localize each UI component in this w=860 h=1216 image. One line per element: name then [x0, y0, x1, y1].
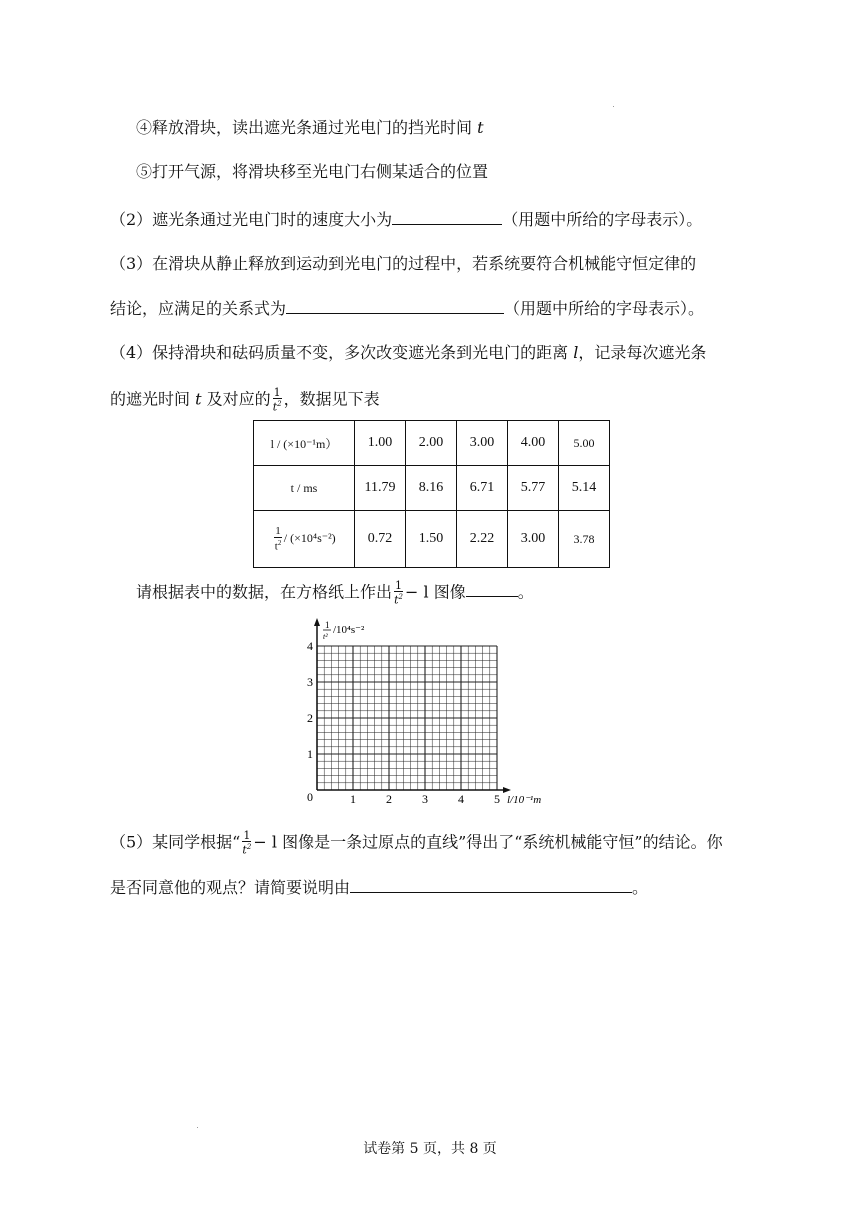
- y-tick-label: 4: [307, 639, 313, 653]
- scan-dot: [197, 1127, 198, 1128]
- table-cell: 5.00: [559, 421, 610, 466]
- plot-instruction-text: 请根据表中的数据，在方格纸上作出: [136, 582, 393, 602]
- table-cell: 0.72: [355, 511, 406, 568]
- question-2: [110, 208, 702, 231]
- x-tick-labels: [350, 792, 500, 806]
- step-5-marker: ⑤: [136, 162, 153, 181]
- origin-label: 0: [307, 790, 313, 804]
- question-3-text-2: 结论，应满足的关系式为: [110, 299, 287, 318]
- svg-text:/10⁴s⁻²: /10⁴s⁻²: [333, 624, 365, 636]
- table-cell: 3.00: [508, 511, 559, 568]
- question-3-text: （3）在滑块从静止释放到运动到光电门的过程中，若系统要符合机械能守恒定律的: [110, 254, 697, 273]
- question-4-text: （4）保持滑块和砝码质量不变，多次改变遮光条到光电门的距离: [110, 343, 569, 362]
- question-4-var-t: t: [195, 389, 202, 409]
- question-5-text-b: − l 图像是一条过原点的直线”得出了“系统机械能守恒”的结论。你: [253, 832, 723, 852]
- question-3-suffix: （用题中所给的字母表示）。: [504, 299, 705, 318]
- fraction-one-over-t-squared: $\frac{1}{t^2}$: [242, 829, 252, 857]
- question-3-line-1: [110, 253, 696, 275]
- step-4-text: 释放滑块，读出遮光条通过光电门的挡光时间: [152, 118, 473, 137]
- table-cell: 8.16: [406, 466, 457, 511]
- question-5-line-1: [110, 830, 723, 856]
- page-footer: 试卷第 5 页，共 8 页: [363, 1141, 497, 1157]
- table-row-l: [254, 421, 610, 466]
- question-4-text-b: ，记录每次遮光条: [578, 343, 707, 362]
- y-tick-labels: [307, 639, 313, 761]
- table-cell: 5.14: [559, 466, 610, 511]
- table-cell: 1.50: [406, 511, 457, 568]
- question-2-suffix: （用题中所给的字母表示）。: [502, 210, 703, 229]
- step-4-marker: ④: [136, 118, 153, 137]
- table-cell: 4.00: [508, 421, 559, 466]
- table-cell: 1.00: [355, 421, 406, 466]
- table-cell: 3.00: [457, 421, 508, 466]
- y-axis-arrow-icon: [314, 618, 320, 626]
- question-4-line-1: [110, 342, 706, 364]
- svg-text:t²: t²: [323, 632, 328, 641]
- graph-paper[interactable]: [290, 615, 570, 810]
- table-cell: 2.22: [457, 511, 508, 568]
- table-row-inv-t2: [254, 511, 610, 568]
- x-tick-label: 3: [422, 792, 428, 806]
- x-tick-label: 4: [458, 792, 464, 806]
- svg-text:1: 1: [325, 620, 330, 630]
- fraction-one-over-t-squared: $\frac{1}{t^2}$: [272, 386, 282, 414]
- table-cell: 3.78: [559, 511, 610, 568]
- question-5-line-2: [110, 876, 648, 899]
- fraction-one-over-t-squared: $\frac{1}{t^2}$: [274, 524, 282, 553]
- table-cell: 11.79: [355, 466, 406, 511]
- question-4-text-2: 的遮光时间: [110, 389, 191, 409]
- question-4-text-4: ，数据见下表: [283, 389, 380, 409]
- question-5-text: （5）某同学根据“: [110, 832, 241, 852]
- row-header-inv-t2: $\frac{1}{t^2}$ / (×10⁴s⁻²): [254, 511, 355, 568]
- step-5-text: 打开气源，将滑块移至光电门右侧某适合的位置: [152, 162, 489, 181]
- question-3-line-2: [110, 297, 704, 320]
- question-5-suffix: 。: [632, 878, 649, 897]
- y-axis-label: [323, 620, 365, 641]
- question-2-text: （2）遮光条通过光电门时的速度大小为: [110, 210, 393, 229]
- plot-instruction: [136, 580, 534, 606]
- question-4-line-2: [110, 387, 380, 413]
- table-cell: 6.71: [457, 466, 508, 511]
- y-tick-label: 2: [307, 711, 313, 725]
- question-4-var-l: l: [573, 343, 579, 362]
- x-axis-label: l/10⁻¹m: [507, 794, 542, 806]
- row-header-l: l / (×10⁻¹m）: [254, 421, 355, 466]
- answer-blank-plot[interactable]: [466, 580, 518, 597]
- data-table: [253, 420, 610, 568]
- answer-blank-q2[interactable]: [392, 208, 502, 225]
- fraction-one-over-t-squared: $\frac{1}{t^2}$: [394, 579, 403, 607]
- x-axis-arrow-icon: [503, 787, 511, 793]
- question-4-text-3: 及对应的: [206, 389, 271, 409]
- answer-blank-q3[interactable]: [286, 297, 504, 314]
- plot-instruction-mid: − l 图像: [405, 582, 466, 602]
- x-tick-label: 2: [386, 792, 392, 806]
- step-5: [136, 161, 488, 183]
- y-tick-label: 1: [307, 747, 313, 761]
- scan-dot: [613, 106, 614, 107]
- row-header-t: t / ms: [254, 466, 355, 511]
- step-4: [136, 117, 484, 139]
- table-row-t: [254, 466, 610, 511]
- table-cell: 5.77: [508, 466, 559, 511]
- x-tick-label: 5: [494, 792, 500, 806]
- plot-instruction-suffix: 。: [517, 582, 534, 602]
- step-4-var: t: [477, 118, 484, 137]
- answer-blank-q5[interactable]: [350, 876, 632, 893]
- y-tick-label: 3: [307, 675, 313, 689]
- x-tick-label: 1: [350, 792, 356, 806]
- table-cell: 2.00: [406, 421, 457, 466]
- question-5-text-2: 是否同意他的观点？请简要说明由: [110, 878, 351, 897]
- grid-lines: [317, 646, 497, 790]
